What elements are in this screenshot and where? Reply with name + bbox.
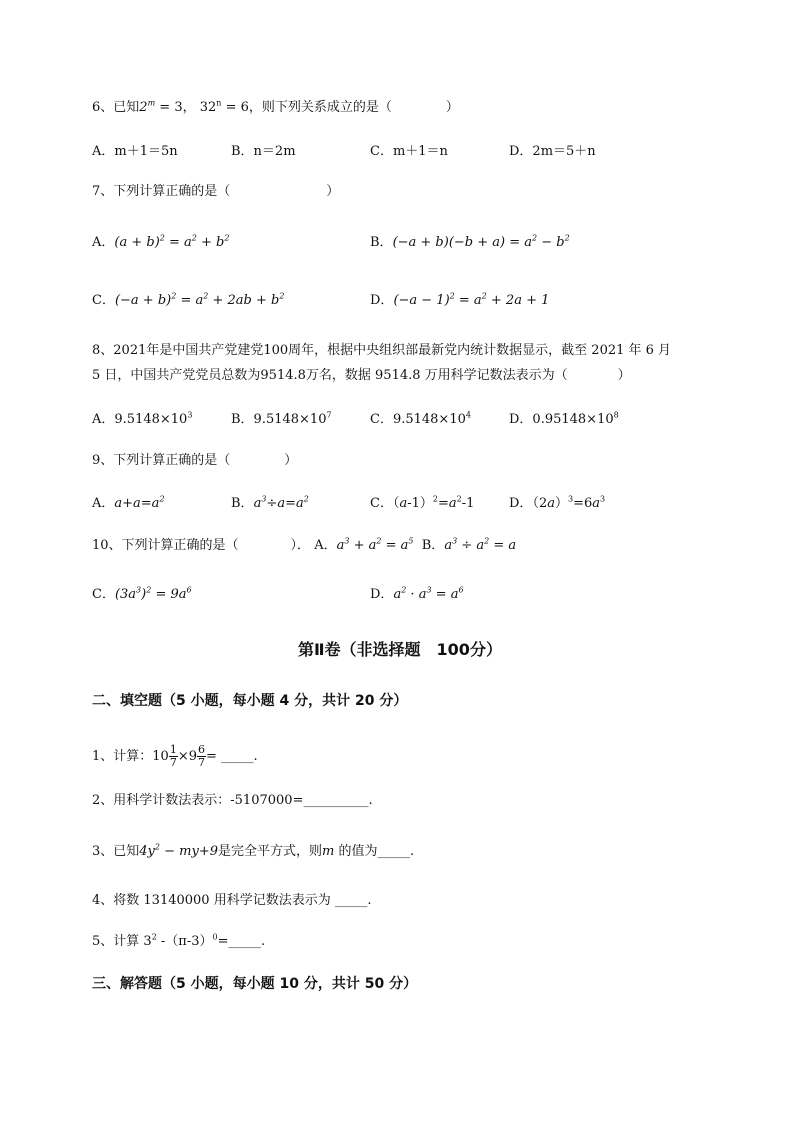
q9-option-b[interactable]: B．$a^3\div a=a^2$ (231, 494, 309, 511)
q7-option-a[interactable]: A．$(a + b)^2 = a^2 + b^2$ (92, 233, 230, 250)
q9-option-a[interactable]: A．$a+a=a^2$ (92, 494, 165, 511)
q10-option-d[interactable]: D．$a^2 \cdot a^3 = a^6$ (370, 585, 464, 602)
q7-stem: 7、下列计算正确的是（ ） (92, 184, 340, 199)
q6-option-a[interactable]: A．m＋1＝5n (92, 144, 178, 159)
q10-option-c[interactable]: C．$(3a^3)^2 = 9a^6$ (92, 585, 192, 602)
fill-q1: 1、计算：10 $\frac{1}{7}$ ×9 $\frac{6}{7}$ = _____. (92, 743, 258, 769)
q7-option-c[interactable]: C．$(-a + b)^2 = a^2 + 2ab + b^2$ (92, 291, 285, 308)
q6-stem: 6、已知$2^m = 3$， $32^n = 6$，则下列关系成立的是（ ） (92, 98, 459, 115)
part2-title: 第Ⅱ卷（非选择题 100分） (298, 640, 502, 659)
q7-option-b[interactable]: B．$(-a + b)(-b + a) = a^2 - b^2$ (370, 233, 570, 250)
fill-section-heading: 二、填空题（5 小题，每小题 4 分，共计 20 分） (92, 693, 408, 709)
q6-option-b[interactable]: B．n＝2m (231, 144, 296, 159)
solve-section-heading: 三、解答题（5 小题，每小题 10 分，共计 50 分） (92, 976, 418, 992)
q8-option-b[interactable]: B．$9.5148\times 10^7$ (231, 410, 332, 427)
fill-q3: 3、已知$4y^2 - my+9$是完全平方式，则m 的值为_____. (92, 842, 415, 859)
q8-option-a[interactable]: A．$9.5148\times 10^3$ (92, 410, 193, 427)
q8-stem-line2: 5 日，中国共产党党员总数为9514.8万名，数据 9514.8 万用科学记数法表示为（ ） (92, 368, 631, 383)
q10-option-a[interactable]: A．$a^3 + a^2 = a^5$ (314, 536, 414, 553)
q9-option-d[interactable]: D．$(2a)^3=6a^3$ (509, 494, 606, 511)
q8-option-d[interactable]: D．$0.95148\times 10^8$ (509, 410, 619, 427)
fill-q5: 5、计算 $3^2$ $-(\pi-3)^0=\_\_\_\_\_$. (92, 932, 266, 949)
q7-option-d[interactable]: D．$(-a - 1)^2 = a^2 + 2a + 1$ (370, 291, 550, 308)
q10-option-b[interactable]: B．$a^3 \div a^2 = a$ (421, 536, 517, 553)
q8-stem-line1: 8、2021年是中国共产党建党100周年，根据中央组织部最新党内统计数据显示，截至 2021 年 6 月 (92, 343, 672, 358)
q9-stem: 9、下列计算正确的是（ ） (92, 453, 298, 468)
q8-option-c[interactable]: C．$9.5148\times 10^4$ (370, 410, 471, 427)
q9-option-c[interactable]: C．$(a-1)^2=a^2-1$ (370, 494, 475, 511)
q6-option-d[interactable]: D．2m＝5＋n (509, 144, 596, 159)
fill-q2: 2、用科学计数法表示：-5107000=__________. (92, 793, 373, 808)
fill-q4: 4、将数 13140000 用科学记数法表示为 _____. (92, 893, 372, 908)
q6-option-c[interactable]: C．m＋1＝n (370, 144, 448, 159)
q10-stem: 10、下列计算正确的是（ ）． A．$a^3 + a^2 = a^5$ B．$a^3 \div a^2 = a$ (92, 536, 517, 553)
